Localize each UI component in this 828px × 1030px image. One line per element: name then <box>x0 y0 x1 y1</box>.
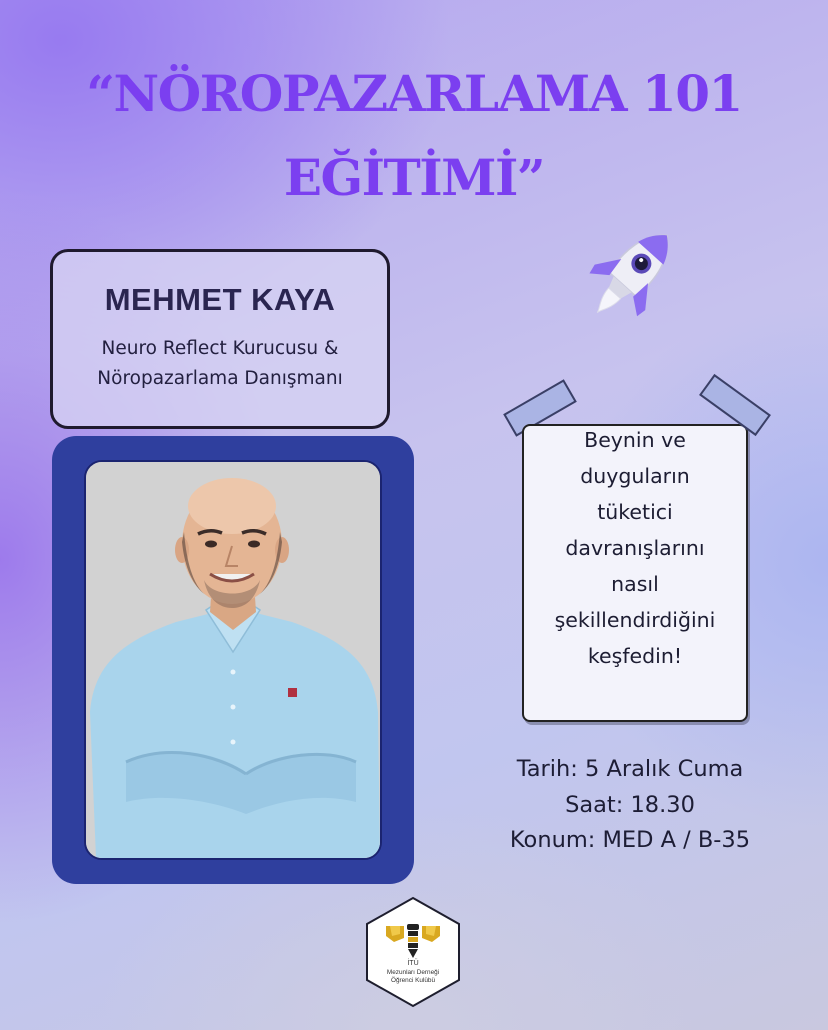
note-line-6: şekillendirdiğini <box>554 608 716 632</box>
speaker-card <box>50 249 390 429</box>
description-text <box>543 422 728 674</box>
speaker-role-line-1: Neuro Reflect Kurucusu & <box>101 338 339 359</box>
event-location: Konum: MED A / B-35 <box>509 827 751 853</box>
speaker-name: MEHMET KAYA <box>104 282 336 317</box>
event-date: Tarih: 5 Aralık Cuma <box>516 756 744 782</box>
description-note <box>522 424 748 722</box>
rocket-icon <box>576 218 688 330</box>
note-line-1: Beynin ve <box>584 428 686 452</box>
note-line-3: tüketici <box>597 500 673 524</box>
note-line-7: keşfedin! <box>587 644 683 668</box>
club-logo <box>364 896 462 1008</box>
logo-abbr: İTÜ <box>407 960 419 967</box>
event-time: Saat: 18.30 <box>565 791 695 818</box>
logo-line-2: Öğrenci Kulübü <box>390 977 436 984</box>
speaker-photo-frame <box>52 436 414 884</box>
event-details <box>460 752 800 859</box>
note-line-4: davranışlarını <box>565 536 705 560</box>
speaker-photo-illustration <box>86 462 380 858</box>
note-line-2: duyguların <box>580 464 690 488</box>
speaker-photo <box>84 460 382 860</box>
speaker-role-line-2: Nöropazarlama Danışmanı <box>97 368 343 389</box>
title-line-2: EĞİTİMİ” <box>283 148 545 207</box>
logo-line-1: Mezunları Derneği <box>386 969 440 976</box>
title-line-1: “NÖROPAZARLAMA 101 <box>86 64 742 123</box>
bee-logo-icon <box>364 896 462 1008</box>
speaker-role <box>53 334 387 394</box>
note-line-5: nasıl <box>611 572 659 596</box>
event-title <box>0 52 828 220</box>
